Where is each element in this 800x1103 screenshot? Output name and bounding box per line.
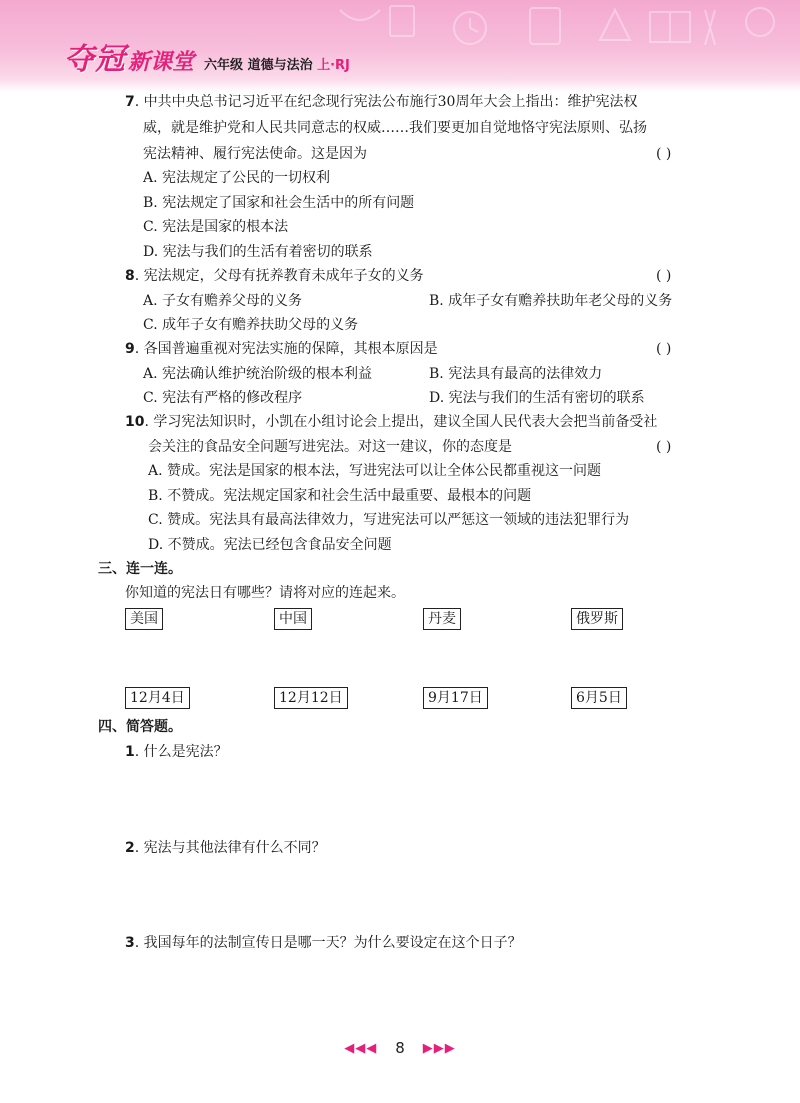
q7-line-1: 7. 中共中央总书记习近平在纪念现行宪法公布施行30周年大会上指出：维护宪法权 <box>125 94 638 110</box>
sa-q2-text: 宪法与其他法律有什么不同？ <box>143 840 326 856</box>
section-4-title: 四、简答题。 <box>98 719 182 735</box>
q10-option-a: A. 赞成。宪法是国家的根本法，写进宪法可以让全体公民都重视这一问题 <box>148 463 602 479</box>
country-box-usa[interactable]: 美国 <box>125 608 163 630</box>
q7-answer-blank[interactable]: ( ) <box>656 146 672 162</box>
q7-line-3: 宪法精神、履行宪法使命。这是因为 <box>143 146 367 162</box>
book-subject <box>204 54 350 73</box>
subject-label: 道德与法治 <box>247 58 313 73</box>
q9-number: 9 <box>125 341 135 357</box>
grade-label: 六年级 <box>204 58 244 73</box>
sa-q3-number: 3 <box>125 935 135 951</box>
brand-sub-text: 新课堂 <box>128 50 195 75</box>
q9-text: 各国普遍重视对宪法实施的保障，其根本原因是 <box>143 341 438 357</box>
date-box-1[interactable]: 12月4日 <box>125 687 190 709</box>
sa-q1-number: 1 <box>125 744 135 760</box>
country-box-denmark[interactable]: 丹麦 <box>423 608 461 630</box>
date-box-4[interactable]: 6月5日 <box>571 687 627 709</box>
short-answer-q1: 1. 什么是宪法？ <box>125 744 228 760</box>
sa-q3-text: 我国每年的法制宣传日是哪一天？为什么要设定在这个日子？ <box>143 935 522 951</box>
q8-answer-blank[interactable]: ( ) <box>656 268 672 284</box>
q8-option-c: C. 成年子女有赡养扶助父母的义务 <box>143 317 359 333</box>
q8-text: 宪法规定，父母有抚养教育未成年子女的义务 <box>143 268 424 284</box>
q7-text-1: 中共中央总书记习近平在纪念现行宪法公布施行30周年大会上指出：维护宪法权 <box>143 94 638 110</box>
q10-option-d: D. 不赞成。宪法已经包含食品安全问题 <box>148 537 392 553</box>
q9-option-c: C. 宪法有严格的修改程序 <box>143 390 303 406</box>
country-box-china[interactable]: 中国 <box>274 608 312 630</box>
previous-arrows-icon: ◀◀◀ <box>344 1040 378 1056</box>
page-number: 8 <box>395 1039 405 1057</box>
q8-option-b: B. 成年子女有赡养扶助年老父母的义务 <box>429 293 673 309</box>
short-answer-q2: 2. 宪法与其他法律有什么不同？ <box>125 840 326 856</box>
sa-q2-number: 2 <box>125 840 135 856</box>
q10-option-b: B. 不赞成。宪法规定国家和社会生活中最重要、最根本的问题 <box>148 488 532 504</box>
q7-option-c: C. 宪法是国家的根本法 <box>143 219 289 235</box>
q7-option-a: A. 宪法规定了公民的一切权利 <box>143 170 331 186</box>
q8-stem: 8. 宪法规定，父母有抚养教育未成年子女的义务 <box>125 268 424 284</box>
page-header <box>0 0 800 92</box>
q7-line-2: 威，就是维护党和人民共同意志的权威……我们要更加自觉地恪守宪法原则、弘扬 <box>143 120 647 136</box>
date-box-2[interactable]: 12月12日 <box>274 687 348 709</box>
q9-option-b: B. 宪法具有最高的法律效力 <box>429 366 603 382</box>
country-box-russia[interactable]: 俄罗斯 <box>571 608 623 630</box>
sa-q1-text: 什么是宪法？ <box>143 744 228 760</box>
page-footer <box>0 1036 800 1060</box>
q7-option-b: B. 宪法规定了国家和社会生活中的所有问题 <box>143 195 415 211</box>
q9-option-d: D. 宪法与我们的生活有密切的联系 <box>429 390 645 406</box>
q10-option-c: C. 赞成。宪法具有最高法律效力，写进宪法可以严惩这一领域的违法犯罪行为 <box>148 512 630 528</box>
q10-number: 10 <box>125 414 145 430</box>
brand-main-text: 夺冠 <box>64 42 126 77</box>
brand-logo <box>64 34 350 78</box>
q9-answer-blank[interactable]: ( ) <box>656 341 672 357</box>
q8-option-a: A. 子女有赡养父母的义务 <box>143 293 303 309</box>
next-arrows-icon: ▶▶▶ <box>422 1040 456 1056</box>
short-answer-q3: 3. 我国每年的法制宣传日是哪一天？为什么要设定在这个日子？ <box>125 935 522 951</box>
q8-number: 8 <box>125 268 135 284</box>
q9-stem: 9. 各国普遍重视对宪法实施的保障，其根本原因是 <box>125 341 438 357</box>
q9-option-a: A. 宪法确认维护统治阶级的根本利益 <box>143 366 373 382</box>
q10-answer-blank[interactable]: ( ) <box>656 439 672 455</box>
q10-text-1: 学习宪法知识时，小凯在小组讨论会上提出，建议全国人民代表大会把当前备受社 <box>153 414 658 430</box>
section-3-instruction: 你知道的宪法日有哪些？请将对应的连起来。 <box>125 585 405 601</box>
q7-option-d: D. 宪法与我们的生活有着密切的联系 <box>143 244 373 260</box>
q10-line-1: 10. 学习宪法知识时，小凯在小组讨论会上提出，建议全国人民代表大会把当前备受社 <box>125 414 658 430</box>
q7-number: 7 <box>125 94 135 110</box>
q10-line-2: 会关注的食品安全问题写进宪法。对这一建议，你的态度是 <box>148 439 512 455</box>
edition-label: 上·RJ <box>317 58 350 73</box>
section-3-title: 三、连一连。 <box>98 561 182 577</box>
date-box-3[interactable]: 9月17日 <box>423 687 488 709</box>
